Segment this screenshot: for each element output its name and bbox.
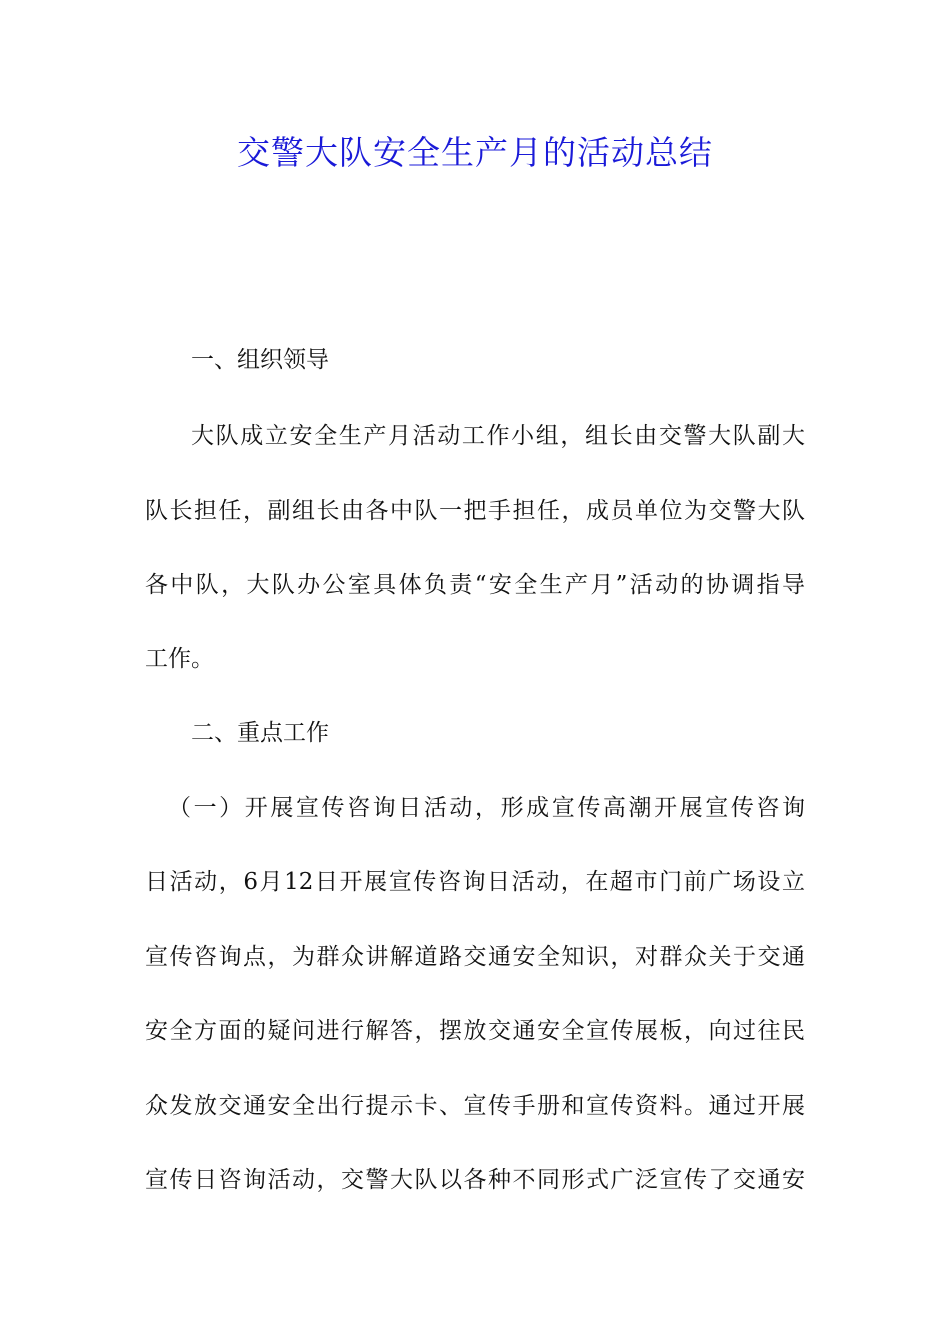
paragraph-line: 工作。 — [145, 646, 214, 672]
paragraph-line: 队长担任，副组长由各中队一把手担任，成员单位为交警大队 — [145, 498, 805, 524]
paragraph-line: 宣传咨询点，为群众讲解道路交通安全知识，对群众关于交通 — [145, 944, 805, 970]
paragraph-line: 各中队，大队办公室具体负责“安全生产月”活动的协调指导 — [145, 572, 805, 598]
section-heading-organization: 一、组织领导 — [191, 347, 329, 373]
document-title: 交警大队安全生产月的活动总结 — [237, 133, 713, 172]
paragraph-line: （一）开展宣传咨询日活动，形成宣传高潮开展宣传咨询 — [168, 795, 805, 821]
paragraph-line: 日活动，6月12日开展宣传咨询日活动，在超市门前广场设立 — [145, 869, 805, 895]
paragraph-line: 安全方面的疑问进行解答，摆放交通安全宣传展板，向过往民 — [145, 1018, 805, 1044]
paragraph-line: 众发放交通安全出行提示卡、宣传手册和宣传资料。通过开展 — [145, 1093, 805, 1119]
paragraph-line: 宣传日咨询活动，交警大队以各种不同形式广泛宣传了交通安 — [145, 1167, 805, 1193]
section-heading-key-work: 二、重点工作 — [191, 720, 329, 746]
paragraph-line: 大队成立安全生产月活动工作小组，组长由交警大队副大 — [191, 423, 805, 449]
